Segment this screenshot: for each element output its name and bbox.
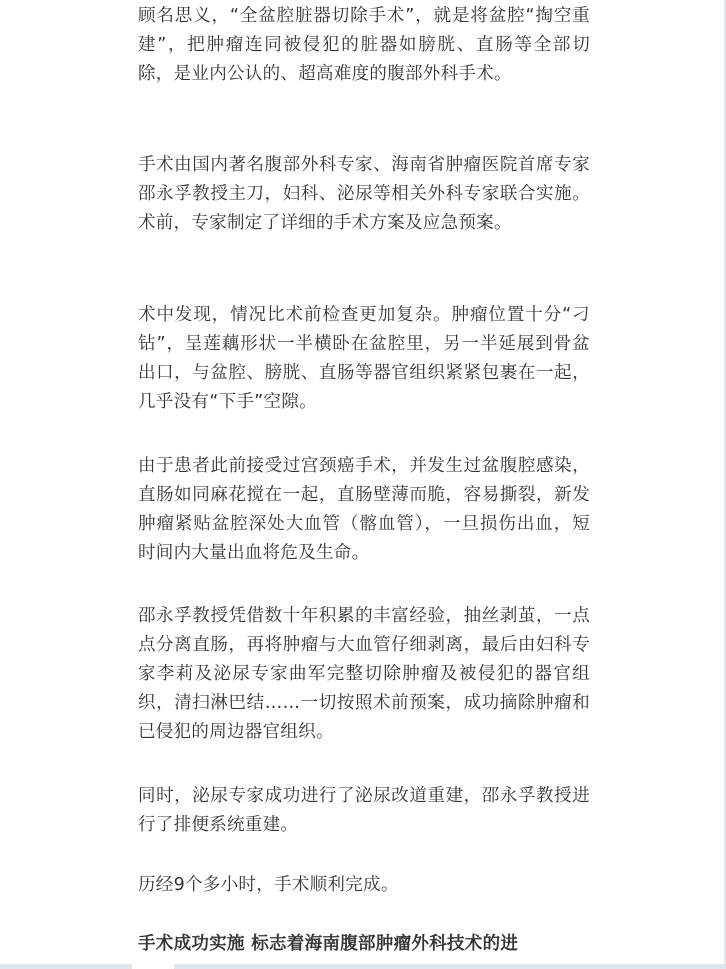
article-paragraph-2: 手术由国内著名腹部外科专家、海南省肿瘤医院首席专家邵永孚教授主刀，妇科、泌尿等相关外科专家联合实施。术前，专家制定了详细的手术方案及应急预案。 [138,155,590,233]
article-paragraph-6: 同时，泌尿专家成功进行了泌尿改道重建，邵永孚教授进行了排便系统重建。 [138,786,590,835]
article-paragraph-5: 邵永孚教授凭借数十年积累的丰富经验，抽丝剥茧，一点点分离直肠，再将肿瘤与大血管仔细剥离，最后由妇科专家李莉及泌尿专家曲军完整切除肿瘤及被侵犯的器官组织，清扫淋巴结……一切按照术前预案，成功摘除肿瘤和已侵犯的周边器官组织。 [138,606,590,742]
article-paragraph-3: 术中发现，情况比术前检查更加复杂。肿瘤位置十分“刁钻”，呈莲藕形状一半横卧在盆腔里，另一半延展到骨盆出口，与盆腔、膀胱、直肠等器官组织紧紧包裹在一起，几乎没有“下手”空隙。 [138,305,590,412]
section-subheading: 手术成功实施 标志着海南腹部肿瘤外科技术的进 [138,934,519,954]
article-paragraph-1: 顾名思义，“全盆腔脏器切除手术”，就是将盆腔“掏空重建”，把肿瘤连同被侵犯的脏器如膀胱、直肠等全部切除，是业内公认的、超高难度的腹部外科手术。 [138,6,590,84]
horizontal-scrollbar[interactable] [0,964,726,969]
scrollbar-gap [132,964,174,969]
article-paragraph-4: 由于患者此前接受过宫颈癌手术，并发生过盆腹腔感染，直肠如同麻花搅在一起，直肠壁薄而脆，容易撕裂，新发肿瘤紧贴盆腔深处大血管（髂血管），一旦损伤出血，短时间内大量出血将危及生命。 [138,456,590,563]
article-paragraph-7: 历经9个多小时，手术顺利完成。 [138,875,399,895]
